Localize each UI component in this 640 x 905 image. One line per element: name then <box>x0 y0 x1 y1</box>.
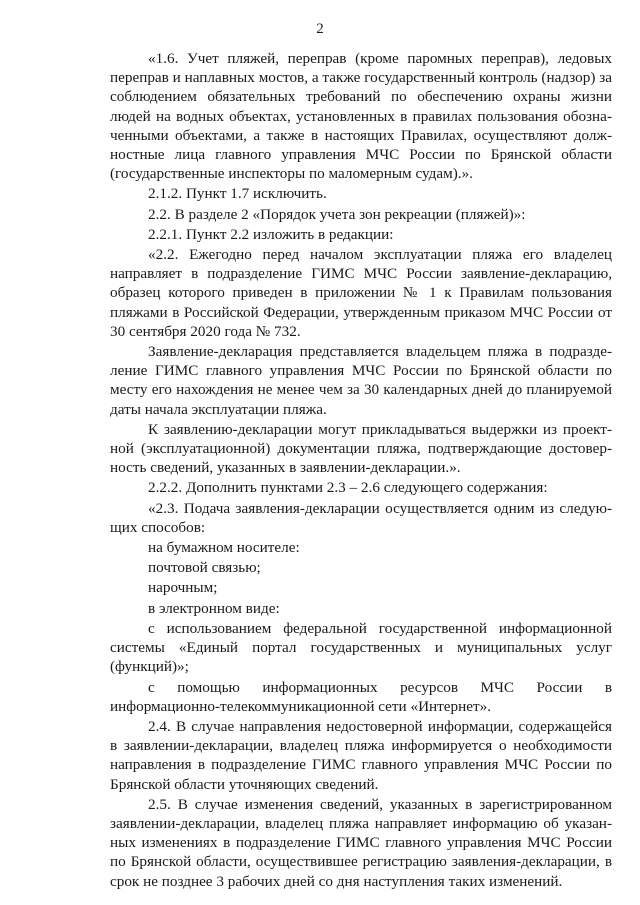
paragraph-2-2-2: 2.2.2. Дополнить пунктами 2.3 – 2.6 следующего содержания: <box>148 479 548 497</box>
paragraph-2-1-2: 2.1.2. Пункт 1.7 исключить. <box>148 185 327 203</box>
paragraph-item-2-4: 2.4. В случае направления недостоверной информации, содержащейся в заявлении-декларации, владелец пляжа информируется о необходимости направления в подразделение ГИМС главного управления МЧС России по Брянской области уточняющих сведений. <box>110 717 612 793</box>
paragraph-declaration-attachments: К заявлению-декларации могут прикладываться выдержки из проектной (эксплуатационной) документации пляжа, подтверждающие достоверность сведений, указанных в заявлении-декларации.». <box>110 420 612 477</box>
paragraph-1-6: «1.6. Учет пляжей, переправ (кроме паромных переправ), ледовых переправ и наплавных мостов, а также государственный контроль (надзор) за соблюдением обязательных требований по обеспечению охраны жизни людей на водных объектах, установленных в правилах пользования обозначенными объектами, а также в настоящих Правилах, осуществляют должностные лица главного управления МЧС России по Брянской области (государственные инспекторы по маломерным судам).». <box>110 50 612 183</box>
paragraph-item-2-5: 2.5. В случае изменения сведений, указанных в зарегистрированном заявлении-декларации, владелец пляжа направляет информацию об указанных изменениях в подразделение ГИМС главного управления МЧС России по Брянской области, осуществившее регистрацию заявления-декларации, в срок не позднее 3 рабочих дней со дня наступления таких изменений. <box>110 795 612 890</box>
list-item-courier: нарочным; <box>148 579 218 597</box>
paragraph-item-2-3: «2.3. Подача заявления-декларации осуществляется одним из следующих способов: <box>110 499 612 536</box>
paragraph-2-2: 2.2. В разделе 2 «Порядок учета зон рекреации (пляжей)»: <box>148 205 526 223</box>
list-item-internet: с помощью информационных ресурсов МЧС России в информационно-телекоммуникационной сети «Интернет». <box>110 678 612 715</box>
list-item-post: почтовой связью; <box>148 559 261 577</box>
page-number: 2 <box>316 21 324 37</box>
list-item-electronic: в электронном виде: <box>148 599 280 617</box>
list-item-gosuslugi: с использованием федеральной государственной информационной системы «Единый портал государственных и муниципальных услуг (функций)»; <box>110 619 612 676</box>
paragraph-declaration-submission: Заявление-декларация представляется владельцем пляжа в подразделение ГИМС главного управления МЧС России по Брянской области по месту его нахождения не менее чем за 30 календарных дней до планируемой даты начала эксплуатации пляжа. <box>110 343 612 418</box>
paragraph-item-2-2: «2.2. Ежегодно перед началом эксплуатации пляжа его владелец направляет в подразделение ГИМС МЧС России заявление-декларацию, образец которого приведен в приложении № 1 к Правилам пользования пляжами в Российской Федерации, утвержденным приказом МЧС России от 30 сентября 2020 года № 732. <box>110 246 612 340</box>
document-body <box>110 49 612 891</box>
list-item-paper: на бумажном носителе: <box>148 539 300 557</box>
paragraph-2-2-1: 2.2.1. Пункт 2.2 изложить в редакции: <box>148 225 394 243</box>
